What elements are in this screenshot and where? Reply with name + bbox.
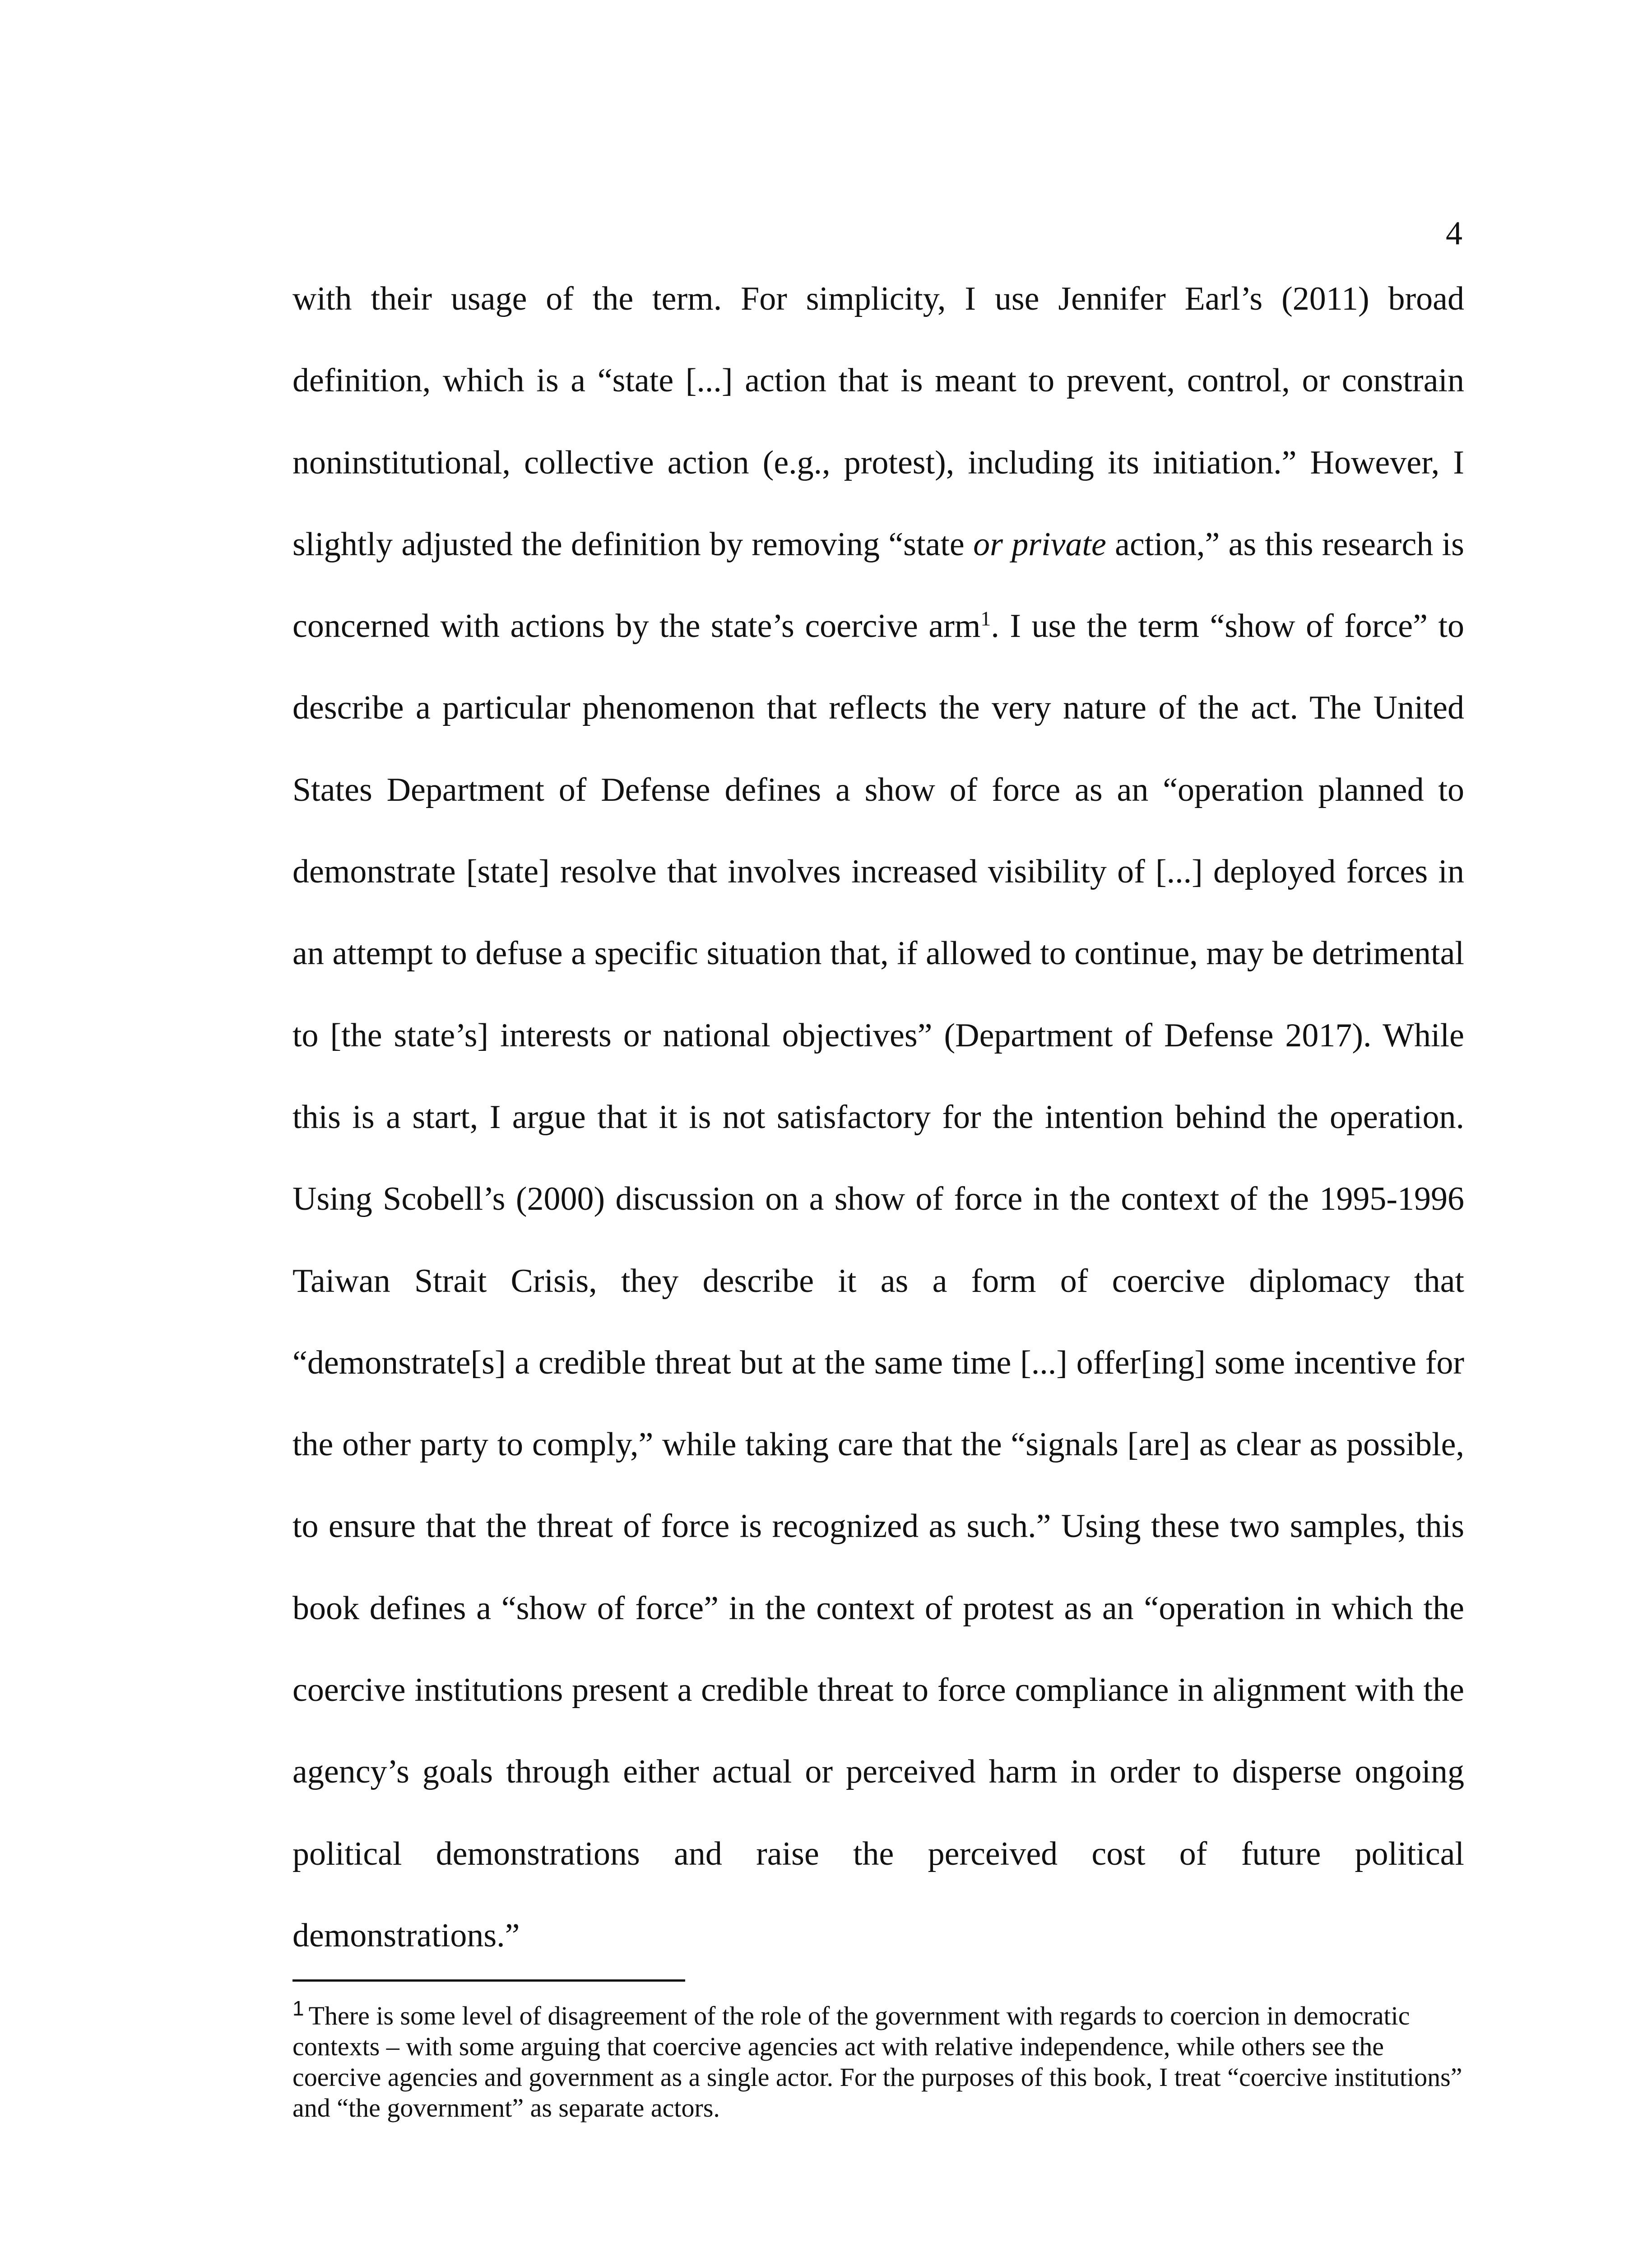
body-text-part-1: with their usage of the term. For simplicity, I use Jennifer Earl’s (2011) broad definition, which is a “state [...] action that is meant to prevent, control, or constrain noninstitutional, collective action (e.g., protest), including its initiation.” However, I slightly adjusted the definition by removing “state [292, 280, 1464, 563]
footnote-marker: 1 [292, 1996, 304, 2020]
footnote [292, 1996, 1466, 2123]
footnote-text: There is some level of disagreement of the role of the government with regards to coercion in democratic contexts – with some arguing that coercive agencies act with relative independence, while others see the coercive agencies and government as a single actor. For the purposes of this book, I treat “coercive institutions” and “the government” as separate actors. [292, 2001, 1462, 2122]
body-text-italic: or private [973, 525, 1106, 563]
body-text-part-2: action,” as this research is concerned with actions by the state’s coercive arm [292, 525, 1464, 645]
body-text-part-3: . I use the term “show of force” to describe a particular phenomenon that reflects the very nature of the act. The United States Department of Defense defines a show of force as an “operation planned to demonstrate [state] resolve that involves increased visibility of [...] deployed forces in an attempt to defuse a specific situation that, if allowed to continue, may be detrimental to [the state’s] interests or national objectives” (Department of Defense 2017). While this is a start, I argue that it is not satisfactory for the intention behind the operation. Using Scobell’s (2000) discussion on a show of force in the context of the 1995-1996 Taiwan Strait Crisis, they describe it as a form of coercive diplomacy that “demonstrate[s] a credible threat but at the same time [...] offer[ing] some incentive for the other party to comply,” while taking care that the “signals [are] as clear as possible, to ensure that the threat of force is recognized as such.” Using these two samples, this book defines a “show of force” in the context of protest as an “operation in which the coercive institutions present a credible threat to force compliance in alignment with the agency’s goals through either actual or perceived harm in order to disperse ongoing political demonstrations and raise the perceived cost of future political demonstrations.” [292, 608, 1465, 1954]
footnote-reference[interactable]: 1 [980, 607, 991, 630]
body-paragraph [292, 258, 1464, 1977]
page-number: 4 [1446, 215, 1462, 252]
footnote-separator [292, 1979, 685, 1982]
